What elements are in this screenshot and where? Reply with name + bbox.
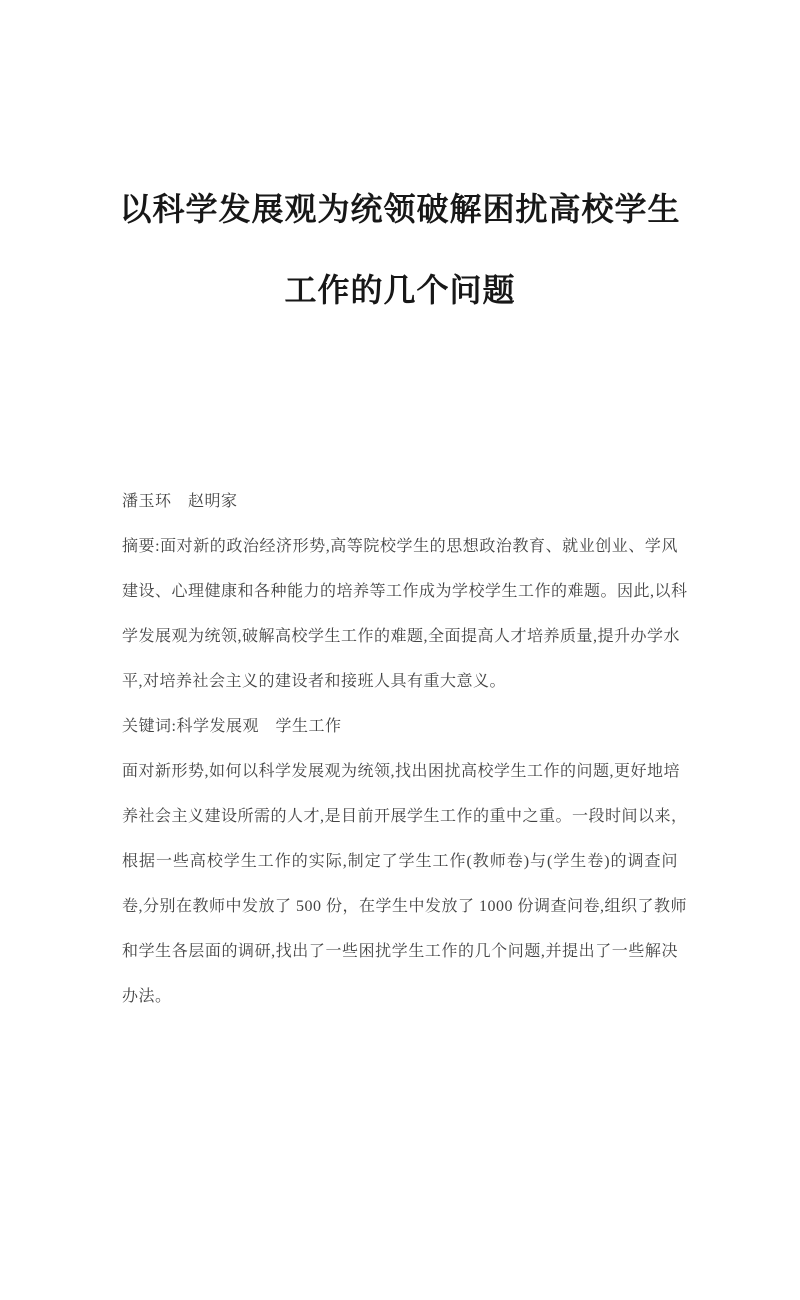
- introduction-line: 和学生各层面的调研,找出了一些困扰学生工作的几个问题,并提出了一些解决: [122, 943, 678, 960]
- introduction-line: 办法。: [122, 988, 172, 1005]
- abstract-line: 学发展观为统领,破解高校学生工作的难题,全面提高人才培养质量,提升办学水: [122, 628, 681, 645]
- document-title: [0, 169, 800, 331]
- abstract-line: 平,对培养社会主义的建设者和接班人具有重大意义。: [122, 673, 507, 690]
- introduction-line: 面对新形势,如何以科学发展观为统领,找出困扰高校学生工作的问题,更好地培: [122, 763, 681, 780]
- abstract-line: 建设、心理健康和各种能力的培养等工作成为学校学生工作的难题。因此,以科: [122, 583, 688, 600]
- byline-line: 潘玉环 赵明家: [122, 493, 238, 510]
- title-line-2: 工作的几个问题: [284, 272, 516, 308]
- introduction-line: 根据一些高校学生工作的实际,制定了学生工作(教师卷)与(学生卷)的调查问: [122, 853, 678, 870]
- abstract-line: 摘要:面对新的政治经济形势,高等院校学生的思想政治教育、就业创业、学风: [122, 538, 678, 555]
- document-body: [122, 479, 688, 1019]
- keywords-line: 关键词:科学发展观 学生工作: [122, 718, 342, 735]
- document-page: [0, 169, 800, 1300]
- title-line-1: 以科学发展观为统领破解困扰高校学生: [119, 191, 681, 227]
- introduction-line: 养社会主义建设所需的人才,是目前开展学生工作的重中之重。一段时间以来，: [122, 808, 688, 825]
- introduction-line: 卷,分别在教师中发放了 500 份，在学生中发放了 1000 份调查问卷,组织了教师: [122, 898, 688, 915]
